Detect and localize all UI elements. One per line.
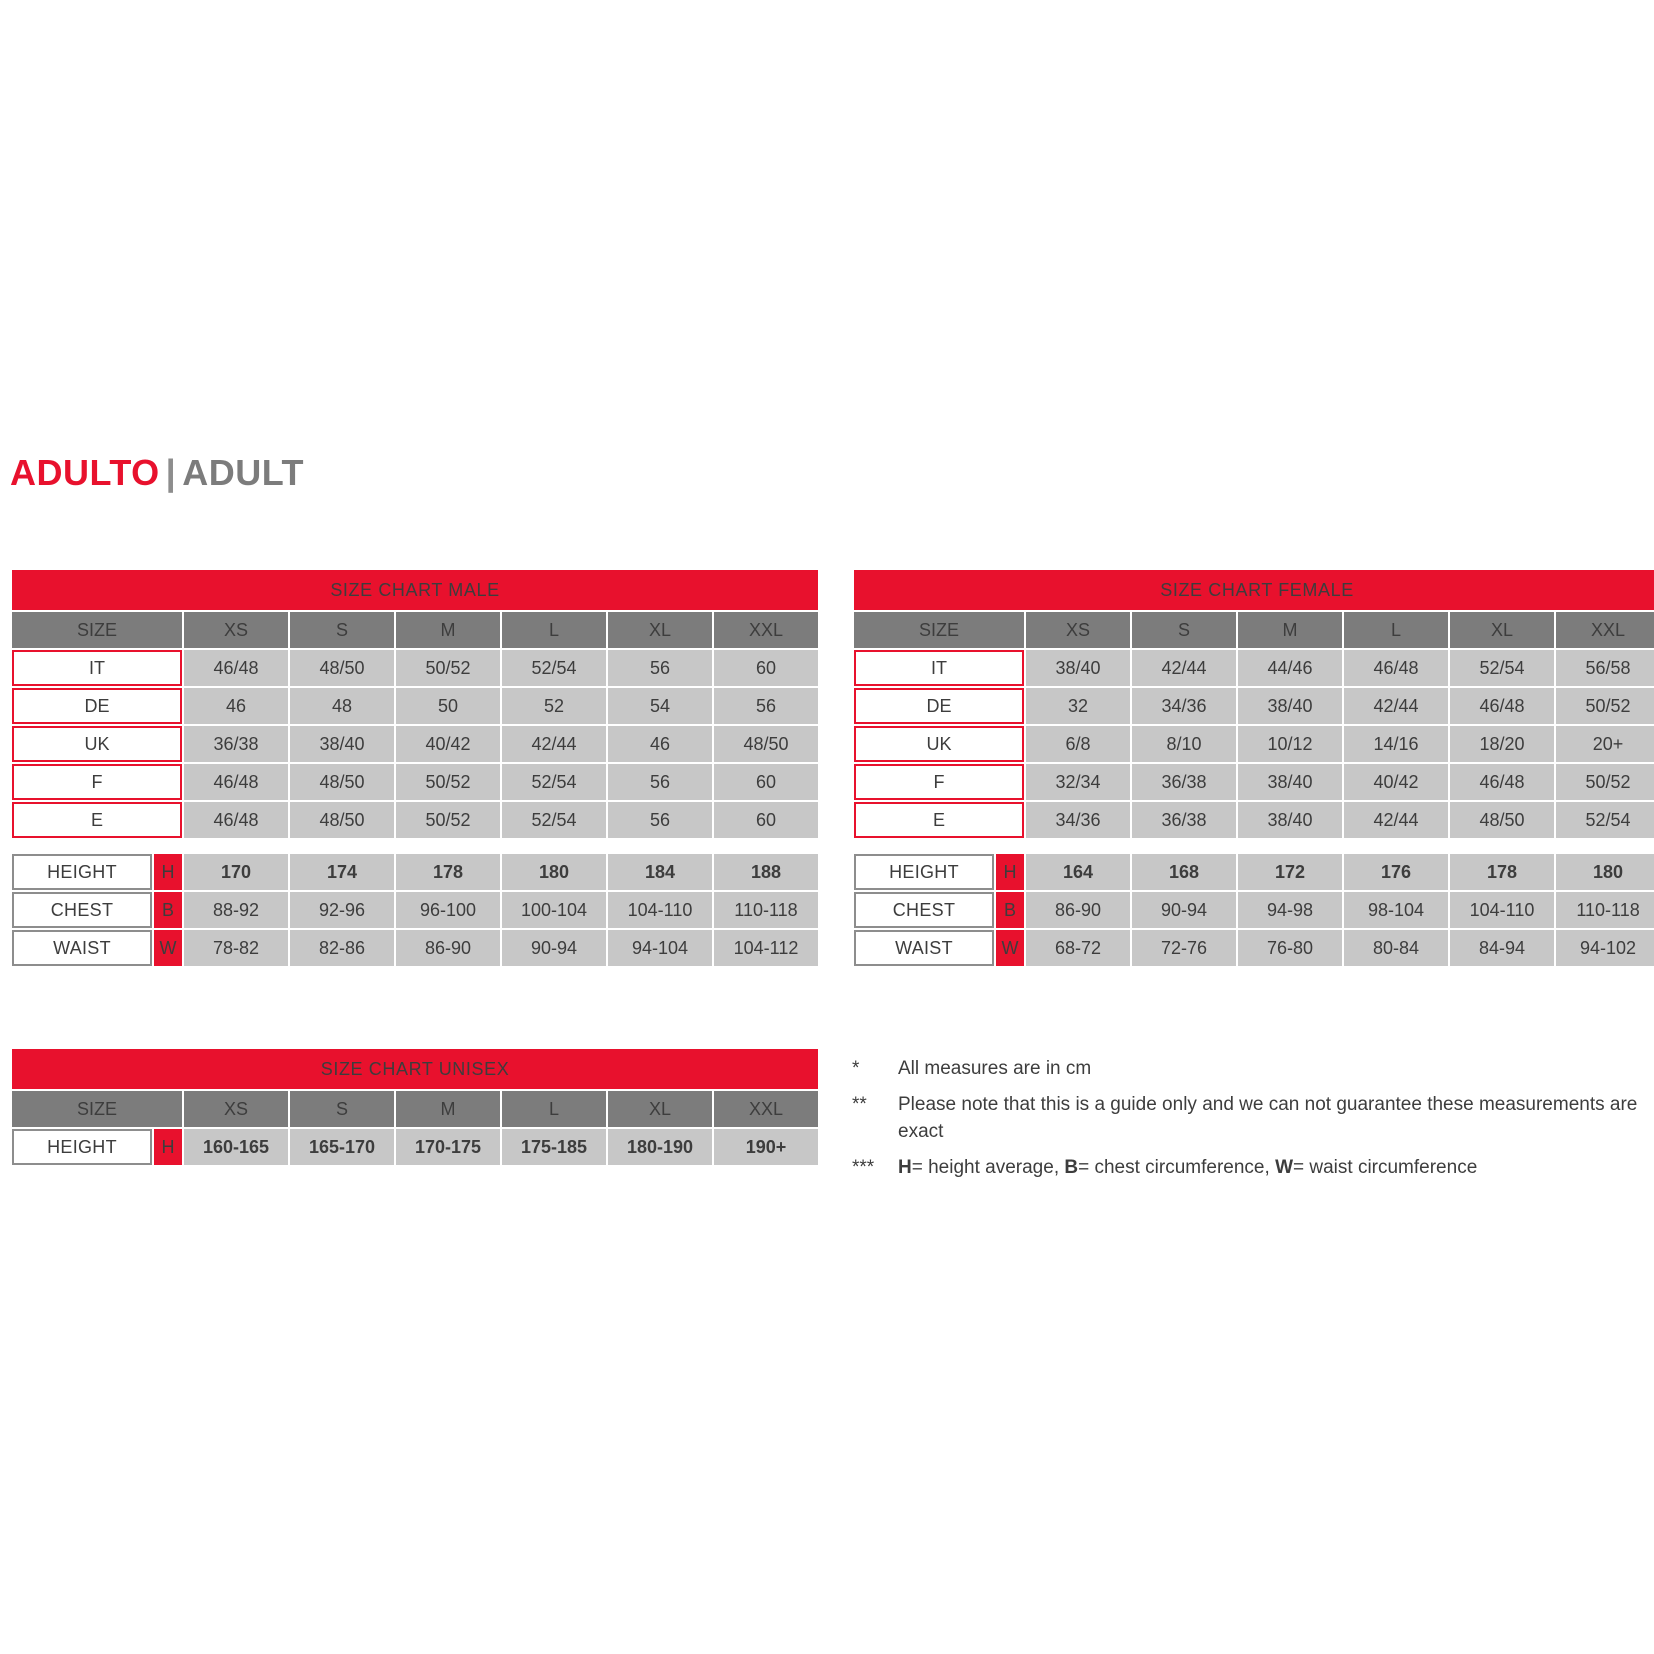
table-cell: 36/38	[184, 726, 288, 762]
table-row	[12, 764, 818, 800]
female-size-col-xs: XS	[1026, 612, 1130, 648]
male-row-label-de: DE	[12, 688, 182, 724]
table-row	[12, 802, 818, 838]
male-size-col-s: S	[290, 612, 394, 648]
table-cell: 104-110	[1450, 892, 1554, 928]
table-cell: 36/38	[1132, 802, 1236, 838]
unisex-size-col-l: L	[502, 1091, 606, 1127]
female-size-col-s: S	[1132, 612, 1236, 648]
unisex-size-col-s: S	[290, 1091, 394, 1127]
page-title-separator: |	[165, 452, 177, 493]
table-cell: 40/42	[1344, 764, 1448, 800]
table-cell: 96-100	[396, 892, 500, 928]
table-cell: 160-165	[184, 1129, 288, 1165]
table-cell: 42/44	[1344, 802, 1448, 838]
table-spacer-row	[854, 840, 1654, 852]
female-banner: SIZE CHART FEMALE	[854, 570, 1654, 610]
spacer	[12, 840, 818, 852]
female-measure-code-b: B	[996, 892, 1024, 928]
table-cell: 34/36	[1132, 688, 1236, 724]
table-row	[12, 570, 818, 610]
table-cell: 104-110	[608, 892, 712, 928]
unisex-measure-label-height: HEIGHT	[12, 1129, 152, 1165]
table-cell: 32/34	[1026, 764, 1130, 800]
table-cell: 100-104	[502, 892, 606, 928]
table-row	[854, 802, 1654, 838]
table-cell: 46/48	[1344, 650, 1448, 686]
female-row-label-de: DE	[854, 688, 1024, 724]
table-row	[854, 650, 1654, 686]
male-row-label-e: E	[12, 802, 182, 838]
male-size-col-xl: XL	[608, 612, 712, 648]
table-cell: 32	[1026, 688, 1130, 724]
table-cell: 42/44	[502, 726, 606, 762]
note-marker: **	[852, 1093, 867, 1115]
unisex-size-col-xl: XL	[608, 1091, 712, 1127]
page-title-english: ADULT	[182, 452, 305, 493]
table-cell: 42/44	[1344, 688, 1448, 724]
notes-block	[852, 1055, 1642, 1189]
table-row	[854, 764, 1654, 800]
table-row	[854, 892, 1654, 928]
table-row	[12, 1129, 818, 1165]
table-cell: 8/10	[1132, 726, 1236, 762]
table-cell: 36/38	[1132, 764, 1236, 800]
unisex-size-col-xs: XS	[184, 1091, 288, 1127]
table-row	[854, 854, 1654, 890]
page-title	[10, 452, 304, 494]
table-cell: 164	[1026, 854, 1130, 890]
unisex-size-col-xxl: XXL	[714, 1091, 818, 1127]
table-cell: 56	[714, 688, 818, 724]
table-cell: 42/44	[1132, 650, 1236, 686]
note-text: H= height average, B= chest circumference, W= waist circumference	[898, 1156, 1478, 1178]
table-cell: 76-80	[1238, 930, 1342, 966]
table-row	[12, 650, 818, 686]
table-cell: 56	[608, 802, 712, 838]
table-cell: 80-84	[1344, 930, 1448, 966]
table-cell: 60	[714, 650, 818, 686]
table-row	[854, 570, 1654, 610]
table-cell: 54	[608, 688, 712, 724]
table-cell: 90-94	[1132, 892, 1236, 928]
table-cell: 46/48	[184, 650, 288, 686]
table-cell: 180-190	[608, 1129, 712, 1165]
male-row-label-uk: UK	[12, 726, 182, 762]
table-cell: 174	[290, 854, 394, 890]
table-cell: 60	[714, 802, 818, 838]
table-row	[854, 688, 1654, 724]
note-text: All measures are in cm	[898, 1058, 1092, 1079]
male-size-col-l: L	[502, 612, 606, 648]
table-cell: 44/46	[1238, 650, 1342, 686]
table-cell: 38/40	[1238, 764, 1342, 800]
table-row	[854, 726, 1654, 762]
table-cell: 40/42	[396, 726, 500, 762]
table-cell: 46/48	[184, 764, 288, 800]
table-cell: 38/40	[1238, 688, 1342, 724]
spacer	[854, 840, 1654, 852]
table-spacer-row	[12, 840, 818, 852]
table-row	[12, 1049, 818, 1089]
table-cell: 180	[502, 854, 606, 890]
table-cell: 94-98	[1238, 892, 1342, 928]
table-cell: 52/54	[502, 802, 606, 838]
table-cell: 18/20	[1450, 726, 1554, 762]
table-cell: 50	[396, 688, 500, 724]
table-cell: 82-86	[290, 930, 394, 966]
table-cell: 48	[290, 688, 394, 724]
male-measure-code-h: H	[154, 854, 182, 890]
table-cell: 46	[184, 688, 288, 724]
table-cell: 50/52	[1556, 764, 1654, 800]
table-cell: 10/12	[1238, 726, 1342, 762]
female-row-label-e: E	[854, 802, 1024, 838]
table-cell: 38/40	[290, 726, 394, 762]
table-cell: 52/54	[502, 764, 606, 800]
table-cell: 178	[396, 854, 500, 890]
table-cell: 170	[184, 854, 288, 890]
male-size-col-m: M	[396, 612, 500, 648]
male-measure-label-chest: CHEST	[12, 892, 152, 928]
table-cell: 86-90	[396, 930, 500, 966]
female-measure-code-w: W	[996, 930, 1024, 966]
table-cell: 56	[608, 650, 712, 686]
table-cell: 50/52	[396, 650, 500, 686]
table-cell: 50/52	[1556, 688, 1654, 724]
unisex-banner: SIZE CHART UNISEX	[12, 1049, 818, 1089]
table-cell: 178	[1450, 854, 1554, 890]
table-cell: 48/50	[290, 650, 394, 686]
note-item	[852, 1091, 1642, 1146]
page-title-italian: ADULTO	[10, 452, 160, 493]
table-cell: 92-96	[290, 892, 394, 928]
female-row-label-uk: UK	[854, 726, 1024, 762]
table-cell: 84-94	[1450, 930, 1554, 966]
size-chart-unisex	[10, 1047, 820, 1167]
table-row	[12, 612, 818, 648]
table-cell: 56/58	[1556, 650, 1654, 686]
table-cell: 48/50	[714, 726, 818, 762]
male-measure-label-height: HEIGHT	[12, 854, 152, 890]
table-cell: 46/48	[1450, 688, 1554, 724]
male-size-col-xxl: XXL	[714, 612, 818, 648]
male-measure-code-b: B	[154, 892, 182, 928]
table-cell: 94-104	[608, 930, 712, 966]
table-cell: 188	[714, 854, 818, 890]
table-row	[12, 726, 818, 762]
table-cell: 46/48	[1450, 764, 1554, 800]
female-measure-code-h: H	[996, 854, 1024, 890]
size-chart-female	[852, 568, 1654, 968]
table-cell: 170-175	[396, 1129, 500, 1165]
table-cell: 48/50	[1450, 802, 1554, 838]
female-row-label-it: IT	[854, 650, 1024, 686]
note-item	[852, 1154, 1642, 1182]
female-measure-label-waist: WAIST	[854, 930, 994, 966]
table-cell: 104-112	[714, 930, 818, 966]
table-cell: 48/50	[290, 764, 394, 800]
table-row	[12, 688, 818, 724]
table-cell: 88-92	[184, 892, 288, 928]
female-size-col-xxl: XXL	[1556, 612, 1654, 648]
table-cell: 50/52	[396, 764, 500, 800]
table-cell: 90-94	[502, 930, 606, 966]
table-row	[854, 612, 1654, 648]
table-cell: 168	[1132, 854, 1236, 890]
table-row	[12, 930, 818, 966]
unisex-size-header: SIZE	[12, 1091, 182, 1127]
table-cell: 50/52	[396, 802, 500, 838]
table-cell: 48/50	[290, 802, 394, 838]
table-cell: 68-72	[1026, 930, 1130, 966]
female-chart-body	[854, 570, 1654, 966]
table-cell: 72-76	[1132, 930, 1236, 966]
male-measure-code-w: W	[154, 930, 182, 966]
table-cell: 52/54	[1450, 650, 1554, 686]
female-size-col-xl: XL	[1450, 612, 1554, 648]
unisex-measure-code-h: H	[154, 1129, 182, 1165]
note-text: Please note that this is a guide only and we can not guarantee these measurements are exact	[898, 1093, 1638, 1143]
table-cell: 176	[1344, 854, 1448, 890]
female-size-col-m: M	[1238, 612, 1342, 648]
male-size-col-xs: XS	[184, 612, 288, 648]
unisex-size-col-m: M	[396, 1091, 500, 1127]
table-cell: 94-102	[1556, 930, 1654, 966]
table-cell: 38/40	[1238, 802, 1342, 838]
table-cell: 52	[502, 688, 606, 724]
table-cell: 52/54	[502, 650, 606, 686]
table-cell: 110-118	[1556, 892, 1654, 928]
male-measure-label-waist: WAIST	[12, 930, 152, 966]
female-size-col-l: L	[1344, 612, 1448, 648]
male-row-label-f: F	[12, 764, 182, 800]
table-row	[854, 930, 1654, 966]
female-measure-label-chest: CHEST	[854, 892, 994, 928]
table-cell: 190+	[714, 1129, 818, 1165]
female-measure-label-height: HEIGHT	[854, 854, 994, 890]
table-cell: 14/16	[1344, 726, 1448, 762]
table-row	[12, 854, 818, 890]
male-banner: SIZE CHART MALE	[12, 570, 818, 610]
table-cell: 175-185	[502, 1129, 606, 1165]
table-cell: 46/48	[184, 802, 288, 838]
table-cell: 34/36	[1026, 802, 1130, 838]
table-cell: 172	[1238, 854, 1342, 890]
unisex-chart-body	[12, 1049, 818, 1165]
table-cell: 6/8	[1026, 726, 1130, 762]
female-size-header: SIZE	[854, 612, 1024, 648]
table-cell: 98-104	[1344, 892, 1448, 928]
table-cell: 165-170	[290, 1129, 394, 1165]
table-cell: 86-90	[1026, 892, 1130, 928]
note-marker: *	[852, 1058, 860, 1079]
male-size-header: SIZE	[12, 612, 182, 648]
table-cell: 52/54	[1556, 802, 1654, 838]
table-cell: 184	[608, 854, 712, 890]
table-cell: 46	[608, 726, 712, 762]
table-row	[12, 892, 818, 928]
table-cell: 78-82	[184, 930, 288, 966]
size-chart-male	[10, 568, 820, 968]
table-cell: 56	[608, 764, 712, 800]
table-cell: 38/40	[1026, 650, 1130, 686]
table-cell: 60	[714, 764, 818, 800]
female-row-label-f: F	[854, 764, 1024, 800]
male-chart-body	[12, 570, 818, 966]
table-row	[12, 1091, 818, 1127]
note-marker: ***	[852, 1156, 875, 1178]
table-cell: 110-118	[714, 892, 818, 928]
note-item	[852, 1055, 1642, 1083]
male-row-label-it: IT	[12, 650, 182, 686]
table-cell: 180	[1556, 854, 1654, 890]
table-cell: 20+	[1556, 726, 1654, 762]
